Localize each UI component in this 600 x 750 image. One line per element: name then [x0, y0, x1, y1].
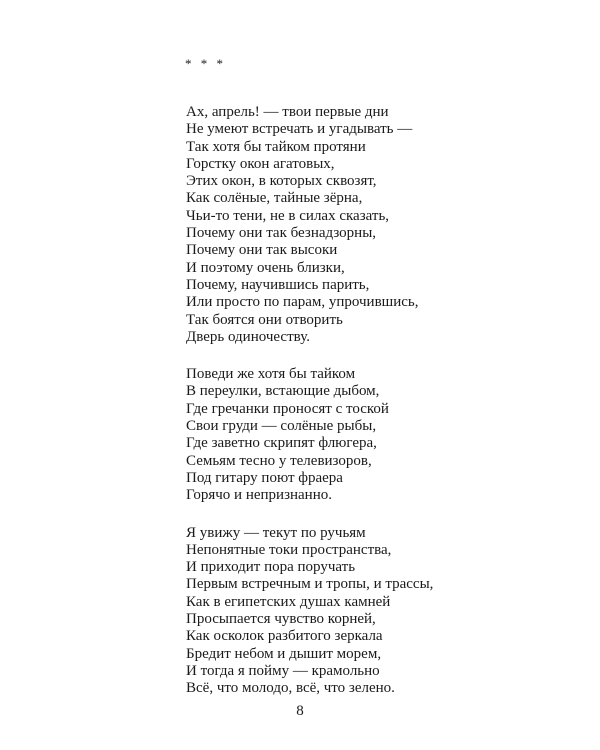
poem-line: Так боятся они отворить	[186, 311, 343, 328]
poem-line: Свои груди — солёные рыбы,	[186, 418, 377, 435]
stanza-2	[186, 366, 566, 504]
poem-line: Так хотя бы тайком протяни	[186, 138, 366, 155]
stanza-1	[186, 104, 566, 346]
poem-line: Горстку окон агатовых,	[186, 155, 335, 172]
poem-line: Поведи же хотя бы тайком	[186, 366, 356, 383]
poem-line: Или просто по парам, упрочившись,	[186, 294, 419, 311]
poem-line: Ах, апрель! — твои первые дни	[186, 104, 389, 120]
poem-line: Всё, что молодо, всё, что зелено.	[186, 680, 395, 697]
poem-line: В переулки, встающие дыбом,	[186, 383, 380, 400]
poem-line: Первым встречным и тропы, и трассы,	[186, 576, 434, 593]
poem-line: Чьи-то тени, не в силах сказать,	[186, 207, 390, 224]
poem-line: Где заветно скрипят флюгера,	[186, 435, 377, 452]
poem-line: Как солёные, тайные зёрна,	[186, 190, 363, 207]
poem-line: Почему они так высоки	[186, 242, 338, 259]
poem-line: Я увижу — текут по ручьям	[186, 524, 366, 541]
poem-line: Не умеют встречать и угадывать —	[186, 121, 413, 138]
poem-line: Этих окон, в которых сквозят,	[186, 173, 377, 190]
poem-line: Как в египетских душах камней	[186, 593, 391, 610]
poem-line: И приходит пора поручать	[186, 559, 356, 576]
poem-line: Как осколок разбитого зеркала	[186, 628, 383, 645]
stanza-3	[186, 525, 566, 698]
poem-line: И поэтому очень близки,	[186, 259, 345, 276]
poem-line: Семьям тесно у телевизоров,	[186, 452, 372, 469]
poem-line: Почему они так безнадзорны,	[186, 225, 377, 242]
poem-line: Просыпается чувство корней,	[186, 611, 376, 628]
poem-line: Где гречанки проносят с тоской	[186, 400, 389, 417]
poem-line: Под гитару поют фраера	[186, 469, 343, 486]
poem-line: Горячо и непризнанно.	[186, 487, 332, 504]
poem-line: И тогда я пойму — крамольно	[186, 662, 380, 679]
poem-line: Бредит небом и дышит морем,	[186, 645, 382, 662]
poem	[186, 104, 566, 718]
page-number: 8	[296, 703, 304, 719]
poem-line: Непонятные токи пространства,	[186, 541, 392, 558]
section-separator: * * *	[185, 56, 226, 71]
poem-line: Дверь одиночеству.	[186, 328, 310, 345]
poem-line: Почему, научившись парить,	[186, 276, 370, 293]
